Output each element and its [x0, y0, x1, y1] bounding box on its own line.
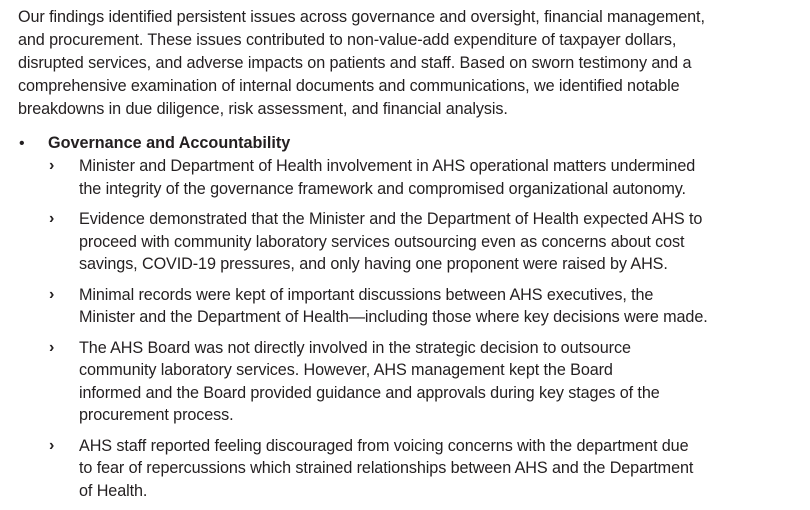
list-item [18, 208, 803, 276]
list-item-line: savings, COVID-19 pressures, and only having one proponent were raised by AHS. [79, 255, 668, 273]
intro-line: comprehensive examination of internal documents and communications, we identified notable [18, 77, 680, 95]
chevron-right-icon: › [49, 157, 55, 174]
list-item-line: to fear of repercussions which strained relationships between AHS and the Department [79, 459, 694, 477]
list-item-line: Minister and Department of Health involvement in AHS operational matters undermined [79, 157, 696, 175]
intro-line: and procurement. These issues contributed to non-value-add expenditure of taxpayer dollars, [18, 31, 677, 49]
finding-list [18, 155, 803, 502]
intro-line: disrupted services, and adverse impacts on patients and staff. Based on sworn testimony and a [18, 54, 692, 72]
chevron-right-icon: › [49, 210, 55, 227]
list-item [18, 337, 803, 427]
section-heading: Governance and Accountability [48, 134, 291, 152]
list-item-line: proceed with community laboratory services outsourcing even as concerns about cost [79, 232, 685, 251]
section-heading-row [18, 132, 803, 155]
list-item-line: procurement process. [79, 406, 234, 424]
list-item-line: the integrity of the governance framework and compromised organizational autonomy. [79, 179, 686, 198]
document-page [18, 6, 803, 502]
list-item-line: Minister and the Department of Health—including those where key decisions were made. [79, 308, 708, 326]
list-item-line: informed and the Board provided guidance and approvals during key stages of the [79, 383, 660, 402]
intro-paragraph [18, 6, 803, 121]
chevron-right-icon: › [49, 436, 55, 454]
list-item-line: Evidence demonstrated that the Minister and the Department of Health expected AHS to [79, 210, 703, 228]
list-item [18, 435, 803, 503]
intro-line: Our findings identified persistent issues across governance and oversight, financial management, [18, 8, 705, 26]
intro-line: breakdowns in due diligence, risk assessment, and financial analysis. [18, 100, 508, 118]
list-item-line: AHS staff reported feeling discouraged from voicing concerns with the department due [79, 436, 689, 455]
chevron-right-icon: › [49, 338, 55, 356]
list-item [18, 155, 803, 200]
list-item [18, 284, 803, 329]
list-item-line: The AHS Board was not directly involved in the strategic decision to outsource [79, 338, 631, 357]
list-item-line: of Health. [79, 481, 148, 500]
list-item-line: Minimal records were kept of important discussions between AHS executives, the [79, 285, 654, 304]
bullet-icon: • [19, 135, 25, 152]
list-item-line: community laboratory services. However, AHS management kept the Board [79, 361, 613, 379]
chevron-right-icon: › [49, 285, 55, 303]
